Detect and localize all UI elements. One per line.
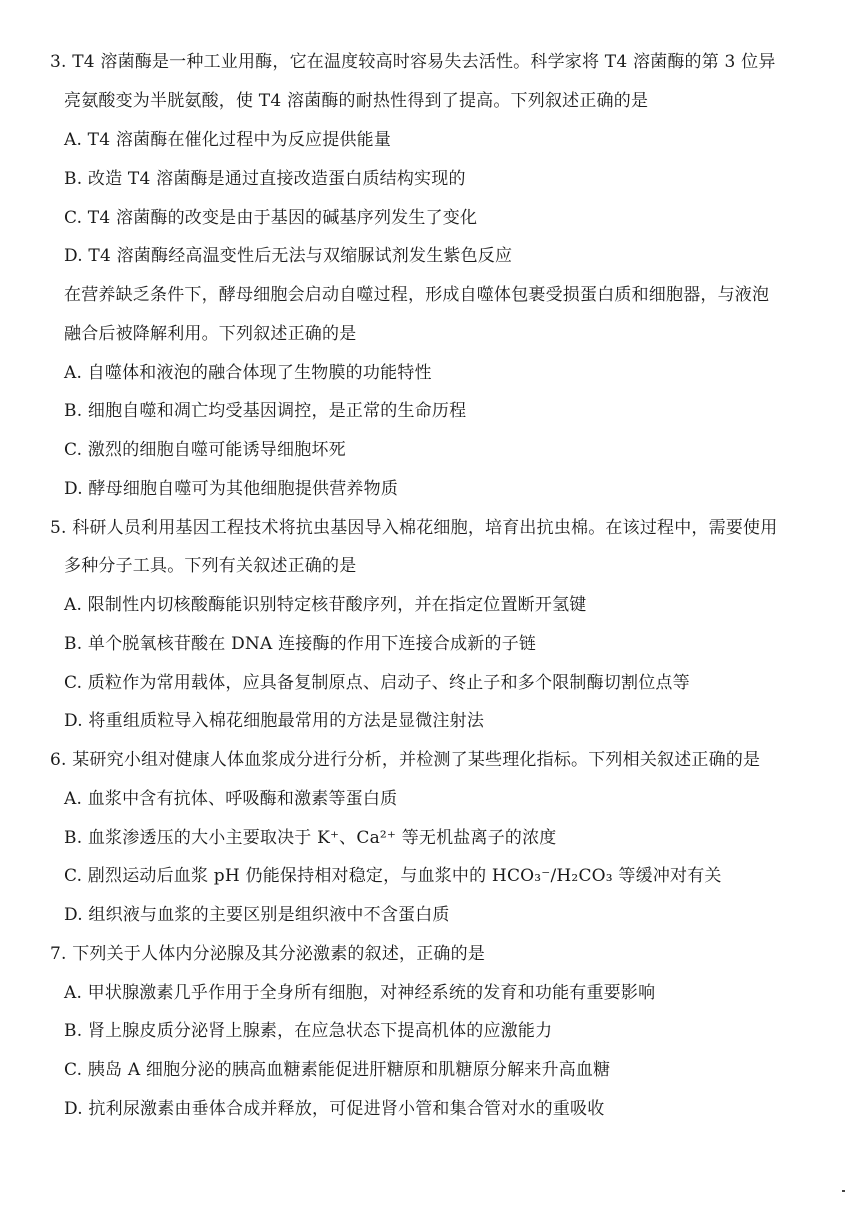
q6-option-b: B. 血浆渗透压的大小主要取决于 K⁺、Ca²⁺ 等无机盐离子的浓度 bbox=[64, 828, 557, 848]
q4-option-d: D. 酵母细胞自噬可为其他细胞提供营养物质 bbox=[64, 479, 399, 499]
q7-option-b: B. 肾上腺皮质分泌肾上腺素，在应急状态下提高机体的应激能力 bbox=[64, 1021, 553, 1041]
q3-stem-line-2: 亮氨酸变为半胱氨酸，使 T4 溶菌酶的耐热性得到了提高。下列叙述正确的是 bbox=[64, 91, 649, 111]
q3-option-a: A. T4 溶菌酶在催化过程中为反应提供能量 bbox=[64, 130, 392, 150]
q6-option-a: A. 血浆中含有抗体、呼吸酶和激素等蛋白质 bbox=[64, 789, 398, 809]
q3-option-b: B. 改造 T4 溶菌酶是通过直接改造蛋白质结构实现的 bbox=[64, 169, 466, 189]
q4-option-b: B. 细胞自噬和凋亡均受基因调控，是正常的生命历程 bbox=[64, 401, 467, 421]
q7-option-a: A. 甲状腺激素几乎作用于全身所有细胞，对神经系统的发育和功能有重要影响 bbox=[64, 983, 656, 1003]
q4-stem-line-1: 在营养缺乏条件下，酵母细胞会启动自噬过程，形成自噬体包裹受损蛋白质和细胞器，与液泡 bbox=[64, 285, 770, 305]
scan-speck bbox=[842, 1190, 845, 1192]
q5-option-b: B. 单个脱氧核苷酸在 DNA 连接酶的作用下连接合成新的子链 bbox=[64, 634, 537, 654]
q6-option-d: D. 组织液与血浆的主要区别是组织液中不含蛋白质 bbox=[64, 905, 450, 925]
q4-stem-line-2: 融合后被降解利用。下列叙述正确的是 bbox=[64, 324, 357, 344]
q3-option-d: D. T4 溶菌酶经高温变性后无法与双缩脲试剂发生紫色反应 bbox=[64, 246, 513, 266]
q6-stem-line-1: 6. 某研究小组对健康人体血浆成分进行分析，并检测了某些理化指标。下列相关叙述正确的是 bbox=[50, 750, 761, 770]
q7-option-c: C. 胰岛 A 细胞分泌的胰高血糖素能促进肝糖原和肌糖原分解来升高血糖 bbox=[64, 1060, 611, 1080]
q3-stem-line-1: 3. T4 溶菌酶是一种工业用酶，它在温度较高时容易失去活性。科学家将 T4 溶菌酶的第 3 位异 bbox=[50, 52, 776, 72]
q4-option-c: C. 激烈的细胞自噬可能诱导细胞坏死 bbox=[64, 440, 346, 460]
q5-stem-line-1: 5. 科研人员利用基因工程技术将抗虫基因导入棉花细胞，培育出抗虫棉。在该过程中，需要使用 bbox=[50, 518, 778, 538]
q5-option-a: A. 限制性内切核酸酶能识别特定核苷酸序列，并在指定位置断开氢键 bbox=[64, 595, 587, 615]
q4-option-a: A. 自噬体和液泡的融合体现了生物膜的功能特性 bbox=[64, 363, 432, 383]
q7-option-d: D. 抗利尿激素由垂体合成并释放，可促进肾小管和集合管对水的重吸收 bbox=[64, 1099, 605, 1119]
q5-stem-line-2: 多种分子工具。下列有关叙述正确的是 bbox=[64, 556, 357, 576]
q5-option-c: C. 质粒作为常用载体，应具备复制原点、启动子、终止子和多个限制酶切割位点等 bbox=[64, 673, 690, 693]
q6-option-c: C. 剧烈运动后血浆 pH 仍能保持相对稳定，与血浆中的 HCO₃⁻/H₂CO₃ 等缓冲对有关 bbox=[64, 866, 722, 886]
q3-option-c: C. T4 溶菌酶的改变是由于基因的碱基序列发生了变化 bbox=[64, 208, 478, 228]
q7-stem-line-1: 7. 下列关于人体内分泌腺及其分泌激素的叙述，正确的是 bbox=[50, 944, 486, 964]
q5-option-d: D. 将重组质粒导入棉花细胞最常用的方法是显微注射法 bbox=[64, 711, 485, 731]
